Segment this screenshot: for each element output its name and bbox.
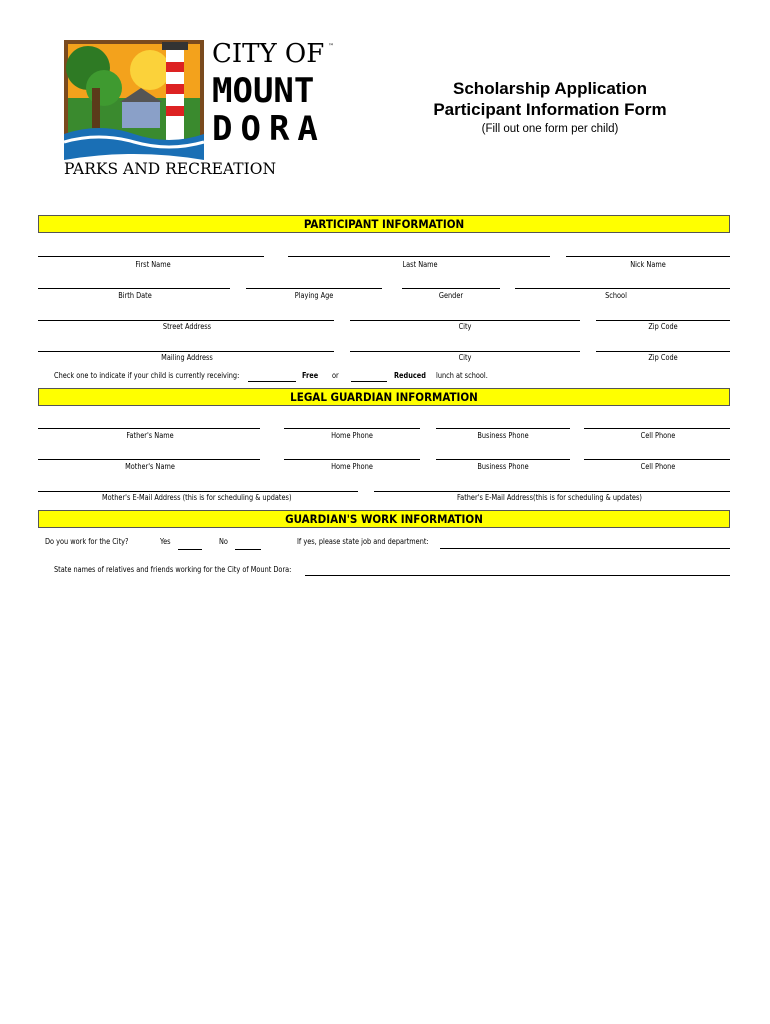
logo-dora: DORA (212, 109, 326, 149)
father-home-phone-label: Home Phone (331, 431, 373, 440)
father-cell-phone-field[interactable] (584, 428, 730, 429)
zip-code-field[interactable] (596, 320, 730, 321)
nick-name-field[interactable] (566, 256, 730, 257)
father-email-label: Father's E-Mail Address(this is for scheduling & updates) (457, 493, 642, 502)
participant-section-header: PARTICIPANT INFORMATION (38, 215, 730, 233)
father-business-phone-field[interactable] (436, 428, 570, 429)
job-department-field[interactable] (440, 548, 730, 549)
mailing-address-field[interactable] (38, 351, 334, 352)
mailing-city-label: City (458, 353, 472, 362)
city-field[interactable] (350, 320, 580, 321)
father-email-field[interactable] (374, 491, 730, 492)
logo-parks: PARKS AND RECREATION (64, 160, 277, 178)
free-lunch-blank[interactable] (248, 381, 296, 382)
birth-date-label: Birth Date (118, 291, 152, 300)
lunch-prompt: Check one to indicate if your child is currently receiving: (54, 371, 240, 380)
mother-email-field[interactable] (38, 491, 358, 492)
mailing-zip-label: Zip Code (648, 353, 678, 362)
form-instruction: (Fill out one form per child) (481, 123, 619, 135)
street-address-field[interactable] (38, 320, 334, 321)
mailing-zip-field[interactable] (596, 351, 730, 352)
first-name-label: First Name (135, 260, 171, 269)
mothers-name-field[interactable] (38, 459, 260, 460)
logo-graphic (64, 38, 334, 178)
zip-code-label: Zip Code (648, 322, 678, 331)
job-department-label: If yes, please state job and department: (297, 537, 429, 546)
reduced-lunch-blank[interactable] (351, 381, 387, 382)
playing-age-label: Playing Age (294, 291, 334, 300)
last-name-label: Last Name (402, 260, 438, 269)
yes-blank[interactable] (178, 549, 202, 550)
logo-city-of: CITY OF (212, 39, 325, 69)
birth-date-field[interactable] (38, 288, 230, 289)
street-address-label: Street Address (162, 322, 212, 331)
work-section-header: GUARDIAN'S WORK INFORMATION (38, 510, 730, 528)
work-for-city-question: Do you work for the City? (45, 537, 129, 546)
mother-home-phone-field[interactable] (284, 459, 420, 460)
mothers-name-label: Mother's Name (125, 462, 175, 471)
lunch-suffix: lunch at school. (436, 371, 488, 380)
relatives-field[interactable] (305, 575, 730, 576)
guardian-section-header: LEGAL GUARDIAN INFORMATION (38, 388, 730, 406)
form-subtitle: Participant Information Form (433, 100, 667, 119)
no-blank[interactable] (235, 549, 261, 550)
mother-cell-phone-label: Cell Phone (640, 462, 676, 471)
yes-label: Yes (160, 537, 171, 546)
school-label: School (605, 291, 627, 300)
mother-email-label: Mother's E-Mail Address (this is for scheduling & updates) (102, 493, 292, 502)
father-cell-phone-label: Cell Phone (640, 431, 676, 440)
free-label: Free (302, 371, 319, 380)
father-home-phone-field[interactable] (284, 428, 420, 429)
nick-name-label: Nick Name (630, 260, 666, 269)
mother-home-phone-label: Home Phone (331, 462, 373, 471)
school-field[interactable] (515, 288, 730, 289)
mailing-city-field[interactable] (350, 351, 580, 352)
father-business-phone-label: Business Phone (477, 431, 529, 440)
or-label: or (332, 371, 339, 380)
city-label: City (458, 322, 472, 331)
gender-label: Gender (438, 291, 464, 300)
gender-field[interactable] (402, 288, 500, 289)
fathers-name-field[interactable] (38, 428, 260, 429)
logo-tm: ™ (328, 43, 334, 50)
fathers-name-label: Father's Name (126, 431, 174, 440)
playing-age-field[interactable] (246, 288, 382, 289)
form-title: Scholarship Application (453, 79, 647, 98)
no-label: No (219, 537, 228, 546)
form-title-block (400, 78, 700, 135)
mother-cell-phone-field[interactable] (584, 459, 730, 460)
logo-mount: MOUNT (212, 71, 315, 111)
mailing-address-label: Mailing Address (161, 353, 213, 362)
mother-business-phone-field[interactable] (436, 459, 570, 460)
reduced-label: Reduced (394, 371, 426, 380)
last-name-field[interactable] (288, 256, 550, 257)
city-logo (64, 38, 334, 178)
relatives-label: State names of relatives and friends working for the City of Mount Dora: (54, 565, 292, 574)
mother-business-phone-label: Business Phone (477, 462, 529, 471)
first-name-field[interactable] (38, 256, 264, 257)
